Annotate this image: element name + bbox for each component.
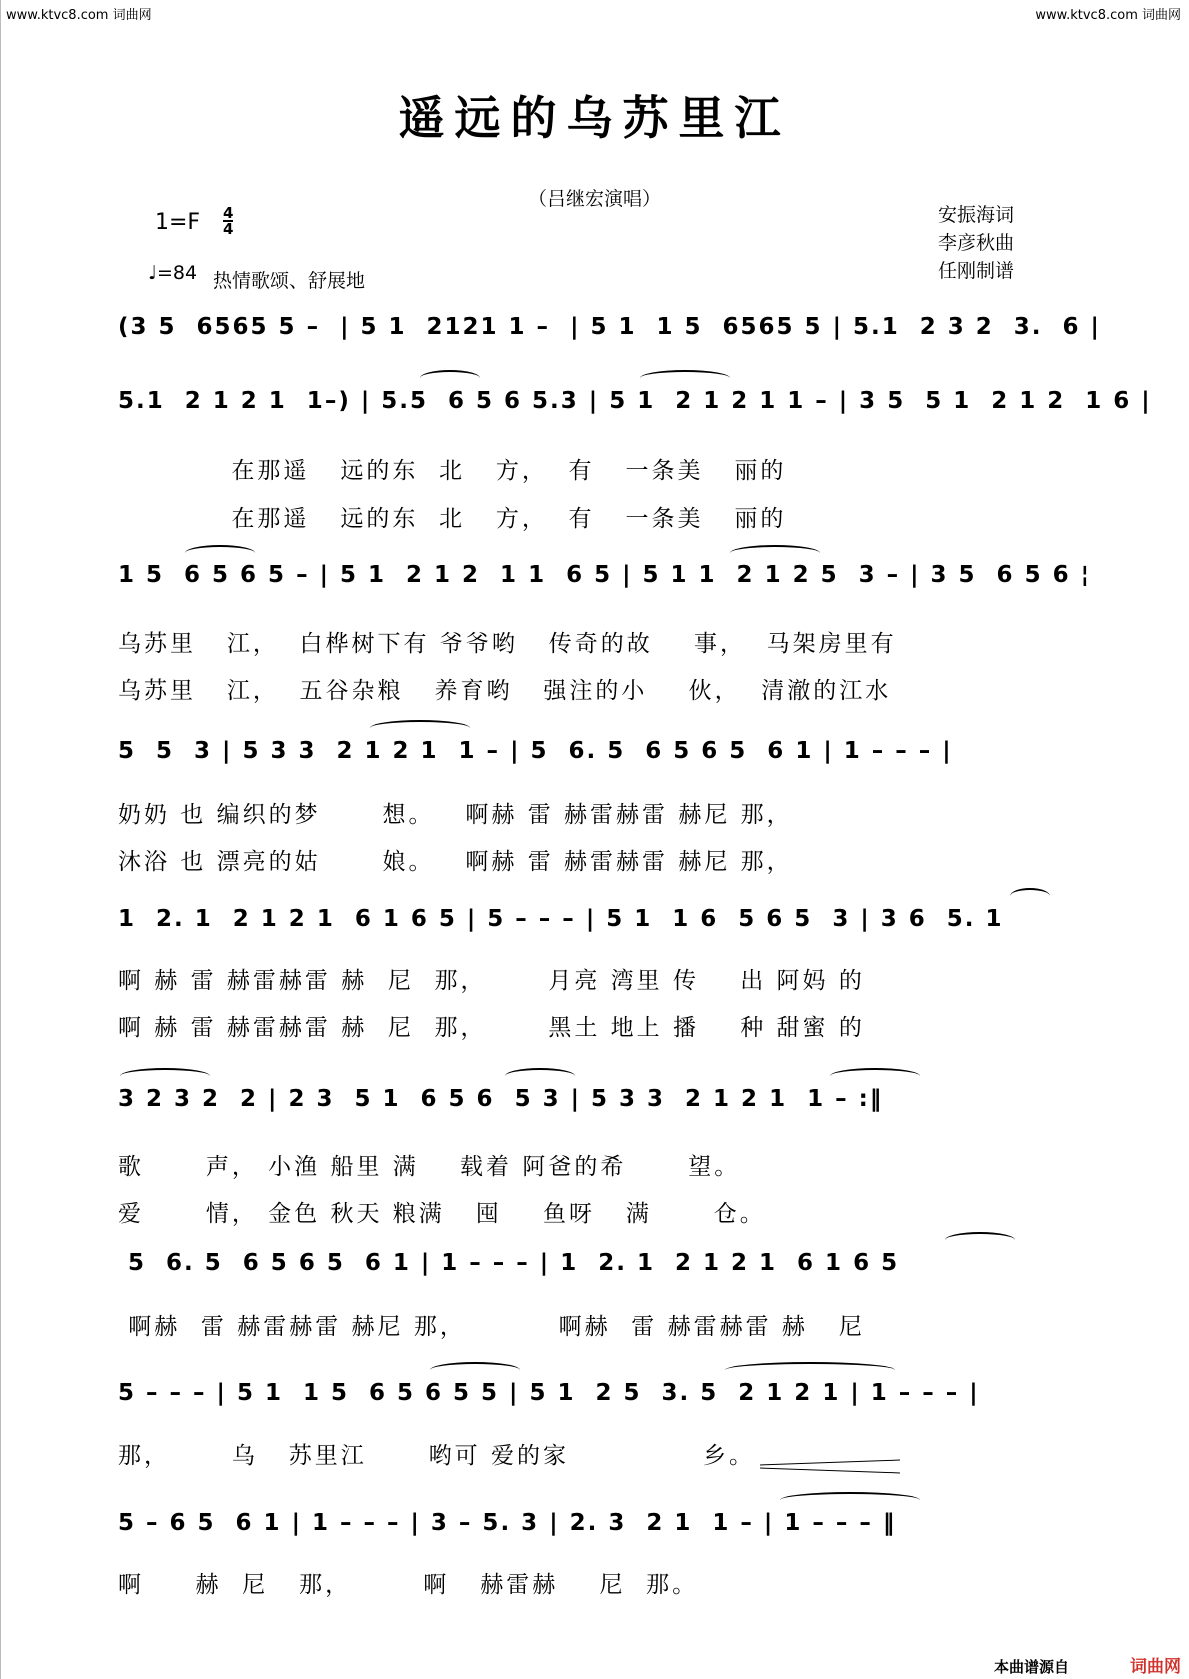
site-watermark-left: www.ktvc8.com 词曲网 [6, 8, 152, 23]
notation-line-1: (3 5 6565 5 – | 5 1 2121 1 – | 5 1 1 5 6565 5 | 5.1 2 3 2 3. 6 | [118, 314, 1101, 340]
slur [420, 370, 480, 386]
tempo-marking: ♩=84 [148, 262, 198, 284]
slur [1010, 888, 1050, 904]
footer-source: 本曲谱源自 [993, 1658, 1069, 1676]
notation-line-6: 3 2 3 2 2 | 2 3 5 1 6 5 6 5 3 | 5 3 3 2 1 2 1 1 – :‖ [118, 1086, 884, 1112]
lyric-line-7a: 啊赫 雷 赫雷赫雷 赫尼 那， 啊赫 雷 赫雷赫雷 赫 尼 [118, 1314, 865, 1340]
slur [780, 1492, 920, 1508]
lyric-line-4b: 沐浴 也 漂亮的姑 娘。 啊赫 雷 赫雷赫雷 赫尼 那， [118, 849, 793, 875]
lyric-line-6b: 爱 情， 金色 秋天 粮满 囤 鱼呀 满 仓。 [118, 1201, 766, 1227]
slur [505, 1068, 575, 1084]
expression-marking: 热情歌颂、舒展地 [213, 270, 366, 292]
slur [640, 370, 730, 386]
notation-line-8: 5 – – – | 5 1 1 5 6 5 6 5 5 | 5 1 2 5 3. 5 2 1 2 1 | 1 – – – | [118, 1380, 980, 1406]
slur [370, 720, 470, 736]
notation-line-5: 1 2. 1 2 1 2 1 6 1 6 5 | 5 – – – | 5 1 1 6 5 6 5 3 | 3 6 5. 1 [118, 906, 1004, 932]
slur [185, 545, 255, 561]
decrescendo-hairpin-lower [760, 1468, 900, 1474]
notation-line-4: 5 5 3 | 5 3 3 2 1 2 1 1 – | 5 6. 5 6 5 6 5 6 1 | 1 – – – | [118, 738, 953, 764]
singer-credit: （吕继宏演唱） [527, 188, 661, 210]
key-signature: 1=F [155, 210, 201, 235]
lyric-line-5b: 啊 赫 雷 赫雷赫雷 赫 尼 那， 黑土 地上 播 种 甜蜜 的 [118, 1015, 865, 1041]
time-signature [223, 206, 233, 236]
notation-line-3: 1 5 6 5 6 5 – | 5 1 2 1 2 1 1 6 5 | 5 1 1 2 1 2 5 3 – | 3 5 6 5 6 ¦ [118, 562, 1091, 588]
lyric-line-5a: 啊 赫 雷 赫雷赫雷 赫 尼 那， 月亮 湾里 传 出 阿妈 的 [118, 968, 865, 994]
lyric-line-8a: 那， 乌 苏里江 哟可 爱的家 乡。 [118, 1443, 756, 1469]
lyric-line-3b: 乌苏里 江， 五谷杂粮 养育哟 强注的小 伙， 清澈的江水 [118, 678, 892, 704]
slur [830, 1068, 920, 1084]
slur [120, 1068, 210, 1084]
lyric-line-3a: 乌苏里 江， 白桦树下有 爷爷哟 传奇的故 事， 马架房里有 [118, 631, 897, 657]
slur [945, 1232, 1015, 1248]
slur [725, 1362, 895, 1378]
time-signature-top: 4 [223, 204, 234, 222]
footer-logo[interactable]: 词曲网 [1130, 1657, 1181, 1677]
time-signature-bottom: 4 [223, 220, 234, 238]
lyric-line-2b: 在那遥 远的东 北 方， 有 一条美 丽的 [118, 506, 787, 532]
site-watermark-right: www.ktvc8.com 词曲网 [1035, 8, 1181, 23]
slur [730, 545, 820, 561]
notation-line-7: 5 6. 5 6 5 6 5 6 1 | 1 – – – | 1 2. 1 2 1 2 1 6 1 6 5 [118, 1250, 900, 1276]
lyric-line-9a: 啊 赫 尼 那， 啊 赫雷赫 尼 那。 [118, 1572, 699, 1598]
decrescendo-hairpin-upper [760, 1460, 900, 1466]
arranger-credit: 任刚制谱 [938, 260, 1015, 282]
lyric-line-4a: 奶奶 也 编织的梦 想。 啊赫 雷 赫雷赫雷 赫尼 那， [118, 802, 793, 828]
song-title: 遥远的乌苏里江 [398, 91, 791, 145]
page-edge-left [0, 0, 1, 1679]
lyric-line-2a: 在那遥 远的东 北 方， 有 一条美 丽的 [118, 458, 787, 484]
composer-credit: 李彦秋曲 [938, 232, 1015, 254]
lyricist-credit: 安振海词 [938, 204, 1015, 226]
slur [430, 1362, 520, 1378]
notation-line-2: 5.1 2 1 2 1 1–) | 5.5 6 5 6 5.3 | 5 1 2 1 2 1 1 – | 3 5 5 1 2 1 2 1 6 | [118, 388, 1152, 414]
notation-line-9: 5 – 6 5 6 1 | 1 – – – | 3 – 5. 3 | 2. 3 2 1 1 – | 1 – – – ‖ [118, 1510, 897, 1536]
lyric-line-6a: 歌 声， 小渔 船里 满 载着 阿爸的希 望。 [118, 1154, 741, 1180]
